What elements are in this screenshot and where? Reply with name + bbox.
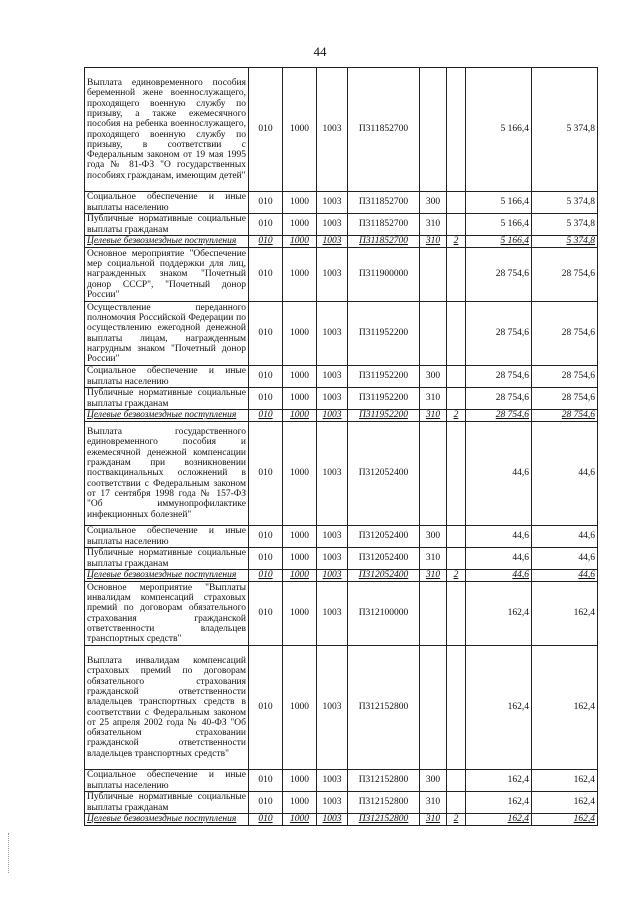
cell-grbs: 010 [249,422,283,526]
cell-subsection: 1003 [317,236,348,248]
cell-source: 2 [447,410,466,422]
table-row [85,526,598,548]
cell-amount-year1: 5 166,4 [466,236,532,248]
cell-grbs: 010 [249,410,283,422]
cell-source: 2 [447,814,466,826]
cell-source [447,770,466,792]
cell-amount-year2: 44,6 [532,526,598,548]
cell-target-article: П312052400 [348,548,420,570]
cell-expense-type: 310 [420,410,447,422]
cell-expense-type [420,302,447,366]
cell-amount-year1: 162,4 [466,770,532,792]
cell-subsection: 1003 [317,582,348,646]
cell-source [447,302,466,366]
row-name: Основное мероприятие "Обеспечение мер социальной поддержки для лиц, награжденных знаком "Почетный донор СССР", "Почетный донор России" [85,248,249,302]
row-name: Осуществление переданного полномочия Российской Федерации по осуществлению ежегодной денежной выплаты лицам, награжденным нагрудным знаком "Почетный донор России" [85,302,249,366]
cell-amount-year2: 5 374,8 [532,192,598,214]
cell-subsection: 1003 [317,248,348,302]
cell-amount-year1: 162,4 [466,582,532,646]
cell-grbs: 010 [249,526,283,548]
cell-grbs: 010 [249,68,283,192]
cell-grbs: 010 [249,770,283,792]
cell-amount-year1: 28 754,6 [466,366,532,388]
cell-amount-year2: 28 754,6 [532,302,598,366]
table-row [85,302,598,366]
cell-source [447,68,466,192]
cell-subsection: 1003 [317,214,348,236]
cell-section: 1000 [283,770,317,792]
cell-expense-type: 310 [420,814,447,826]
cell-expense-type: 310 [420,792,447,814]
budget-table [84,67,598,826]
cell-subsection: 1003 [317,792,348,814]
cell-amount-year2: 5 374,8 [532,214,598,236]
row-name: Социальное обеспечение и иные выплаты населению [85,192,249,214]
cell-target-article: П311900000 [348,248,420,302]
row-name: Социальное обеспечение и иные выплаты населению [85,526,249,548]
cell-amount-year1: 5 166,4 [466,68,532,192]
cell-target-article: П312052400 [348,570,420,582]
cell-grbs: 010 [249,302,283,366]
cell-source [447,582,466,646]
cell-grbs: 010 [249,548,283,570]
cell-expense-type: 300 [420,770,447,792]
table-row [85,214,598,236]
cell-subsection: 1003 [317,410,348,422]
cell-expense-type: 310 [420,570,447,582]
cell-amount-year2: 162,4 [532,814,598,826]
cell-grbs: 010 [249,814,283,826]
cell-target-article: П311852700 [348,68,420,192]
row-name: Публичные нормативные социальные выплаты гражданам [85,548,249,570]
cell-amount-year2: 5 374,8 [532,236,598,248]
row-name: Социальное обеспечение и иные выплаты населению [85,366,249,388]
cell-section: 1000 [283,214,317,236]
cell-section: 1000 [283,68,317,192]
cell-amount-year1: 44,6 [466,422,532,526]
cell-amount-year1: 28 754,6 [466,302,532,366]
row-name: Целевые безвозмездные поступления [85,570,249,582]
cell-section: 1000 [283,792,317,814]
cell-source [447,792,466,814]
cell-grbs: 010 [249,214,283,236]
cell-target-article: П312100000 [348,582,420,646]
cell-section: 1000 [283,388,317,410]
cell-amount-year1: 44,6 [466,526,532,548]
cell-grbs: 010 [249,388,283,410]
cell-subsection: 1003 [317,388,348,410]
table-row-targeted-receipts [85,410,598,422]
cell-amount-year1: 44,6 [466,548,532,570]
table-row [85,646,598,770]
cell-section: 1000 [283,548,317,570]
cell-source [447,526,466,548]
cell-grbs: 010 [249,570,283,582]
cell-section: 1000 [283,192,317,214]
cell-expense-type: 300 [420,366,447,388]
table-row [85,388,598,410]
cell-expense-type: 300 [420,526,447,548]
cell-amount-year1: 28 754,6 [466,410,532,422]
cell-target-article: П311952200 [348,388,420,410]
cell-target-article: П312152800 [348,792,420,814]
cell-source [447,214,466,236]
row-name: Выплата инвалидам компенсаций страховых премий по договорам обязательного страхования гражданской ответственности владельцев транспортных средств в соответствии с Федеральным законом от 25 апреля 2002 года № 40-ФЗ "Об обязательном страховании гражданской ответственности владельцев транспортных средств" [85,646,249,770]
cell-grbs: 010 [249,248,283,302]
cell-amount-year2: 44,6 [532,570,598,582]
cell-grbs: 010 [249,236,283,248]
table-row-targeted-receipts [85,236,598,248]
cell-subsection: 1003 [317,570,348,582]
cell-amount-year2: 44,6 [532,548,598,570]
cell-target-article: П312152800 [348,770,420,792]
row-name: Публичные нормативные социальные выплаты гражданам [85,388,249,410]
table-row [85,770,598,792]
cell-amount-year2: 162,4 [532,646,598,770]
cell-source [447,422,466,526]
cell-source [447,366,466,388]
row-name: Публичные нормативные социальные выплаты гражданам [85,214,249,236]
cell-subsection: 1003 [317,422,348,526]
page-number: 44 [313,44,327,59]
cell-subsection: 1003 [317,526,348,548]
cell-source [447,248,466,302]
cell-source [447,388,466,410]
cell-grbs: 010 [249,582,283,646]
cell-amount-year1: 5 166,4 [466,214,532,236]
table-row [85,792,598,814]
cell-grbs: 010 [249,366,283,388]
cell-source [447,192,466,214]
row-name: Целевые безвозмездные поступления [85,814,249,826]
cell-amount-year2: 28 754,6 [532,410,598,422]
cell-expense-type: 310 [420,548,447,570]
table-row [85,422,598,526]
cell-subsection: 1003 [317,814,348,826]
cell-subsection: 1003 [317,770,348,792]
cell-amount-year1: 28 754,6 [466,388,532,410]
cell-amount-year2: 28 754,6 [532,388,598,410]
cell-subsection: 1003 [317,548,348,570]
cell-amount-year2: 162,4 [532,582,598,646]
cell-expense-type [420,248,447,302]
cell-grbs: 010 [249,192,283,214]
cell-amount-year1: 162,4 [466,814,532,826]
cell-expense-type: 310 [420,214,447,236]
cell-source [447,646,466,770]
cell-expense-type [420,422,447,526]
cell-expense-type: 310 [420,388,447,410]
table-row-targeted-receipts [85,570,598,582]
cell-expense-type [420,646,447,770]
cell-target-article: П312052400 [348,422,420,526]
cell-subsection: 1003 [317,646,348,770]
cell-section: 1000 [283,410,317,422]
cell-source: 2 [447,236,466,248]
row-name: Социальное обеспечение и иные выплаты населению [85,770,249,792]
cell-section: 1000 [283,422,317,526]
cell-amount-year2: 44,6 [532,422,598,526]
row-name: Основное мероприятие "Выплаты инвалидам компенсаций страховых премий по договорам обязательного страхования гражданской ответственности владельцев транспортных средств" [85,582,249,646]
cell-subsection: 1003 [317,366,348,388]
cell-target-article: П311852700 [348,236,420,248]
row-name: Целевые безвозмездные поступления [85,410,249,422]
cell-expense-type: 310 [420,236,447,248]
table-row [85,366,598,388]
cell-section: 1000 [283,582,317,646]
row-name: Публичные нормативные социальные выплаты гражданам [85,792,249,814]
cell-grbs: 010 [249,646,283,770]
cell-amount-year2: 162,4 [532,770,598,792]
cell-section: 1000 [283,814,317,826]
cell-section: 1000 [283,570,317,582]
cell-section: 1000 [283,366,317,388]
cell-amount-year2: 5 374,8 [532,68,598,192]
cell-grbs: 010 [249,792,283,814]
cell-section: 1000 [283,248,317,302]
table-row [85,548,598,570]
cell-amount-year2: 162,4 [532,792,598,814]
cell-target-article: П311952200 [348,366,420,388]
cell-section: 1000 [283,302,317,366]
cell-amount-year1: 44,6 [466,570,532,582]
cell-source [447,548,466,570]
cell-target-article: П312152800 [348,646,420,770]
margin-mark [8,833,11,873]
cell-target-article: П311952200 [348,302,420,366]
cell-amount-year1: 162,4 [466,646,532,770]
cell-expense-type [420,582,447,646]
cell-target-article: П312152800 [348,814,420,826]
cell-amount-year1: 162,4 [466,792,532,814]
row-name: Выплата единовременного пособия беременной жене военнослужащего, проходящего военную службу по призыву, а также ежемесячного пособия на ребенка военнослужащего, проходящего военную службу по призыву, в соответствии с Федеральным законом от 19 мая 1995 года № 81-ФЗ "О государственных пособиях гражданам, имеющим детей" [85,68,249,192]
row-name: Выплата государственного единовременного пособия и ежемесячной денежной компенсации гражданам при возникновении поствакцинальных осложнений в соответствии с Федеральным законом от 17 сентября 1998 года № 157-ФЗ "Об иммунопрофилактике инфекционных болезней" [85,422,249,526]
cell-target-article: П311852700 [348,192,420,214]
cell-expense-type: 300 [420,192,447,214]
cell-subsection: 1003 [317,302,348,366]
cell-expense-type [420,68,447,192]
cell-target-article: П311852700 [348,214,420,236]
table-row [85,192,598,214]
cell-amount-year1: 28 754,6 [466,248,532,302]
cell-source: 2 [447,570,466,582]
cell-amount-year1: 5 166,4 [466,192,532,214]
cell-target-article: П311952200 [348,410,420,422]
row-name: Целевые безвозмездные поступления [85,236,249,248]
table-row [85,248,598,302]
cell-section: 1000 [283,526,317,548]
cell-section: 1000 [283,646,317,770]
table-row [85,582,598,646]
table-row-targeted-receipts [85,814,598,826]
cell-section: 1000 [283,236,317,248]
cell-target-article: П312052400 [348,526,420,548]
cell-amount-year2: 28 754,6 [532,366,598,388]
cell-subsection: 1003 [317,192,348,214]
table-row [85,68,598,192]
cell-amount-year2: 28 754,6 [532,248,598,302]
cell-subsection: 1003 [317,68,348,192]
